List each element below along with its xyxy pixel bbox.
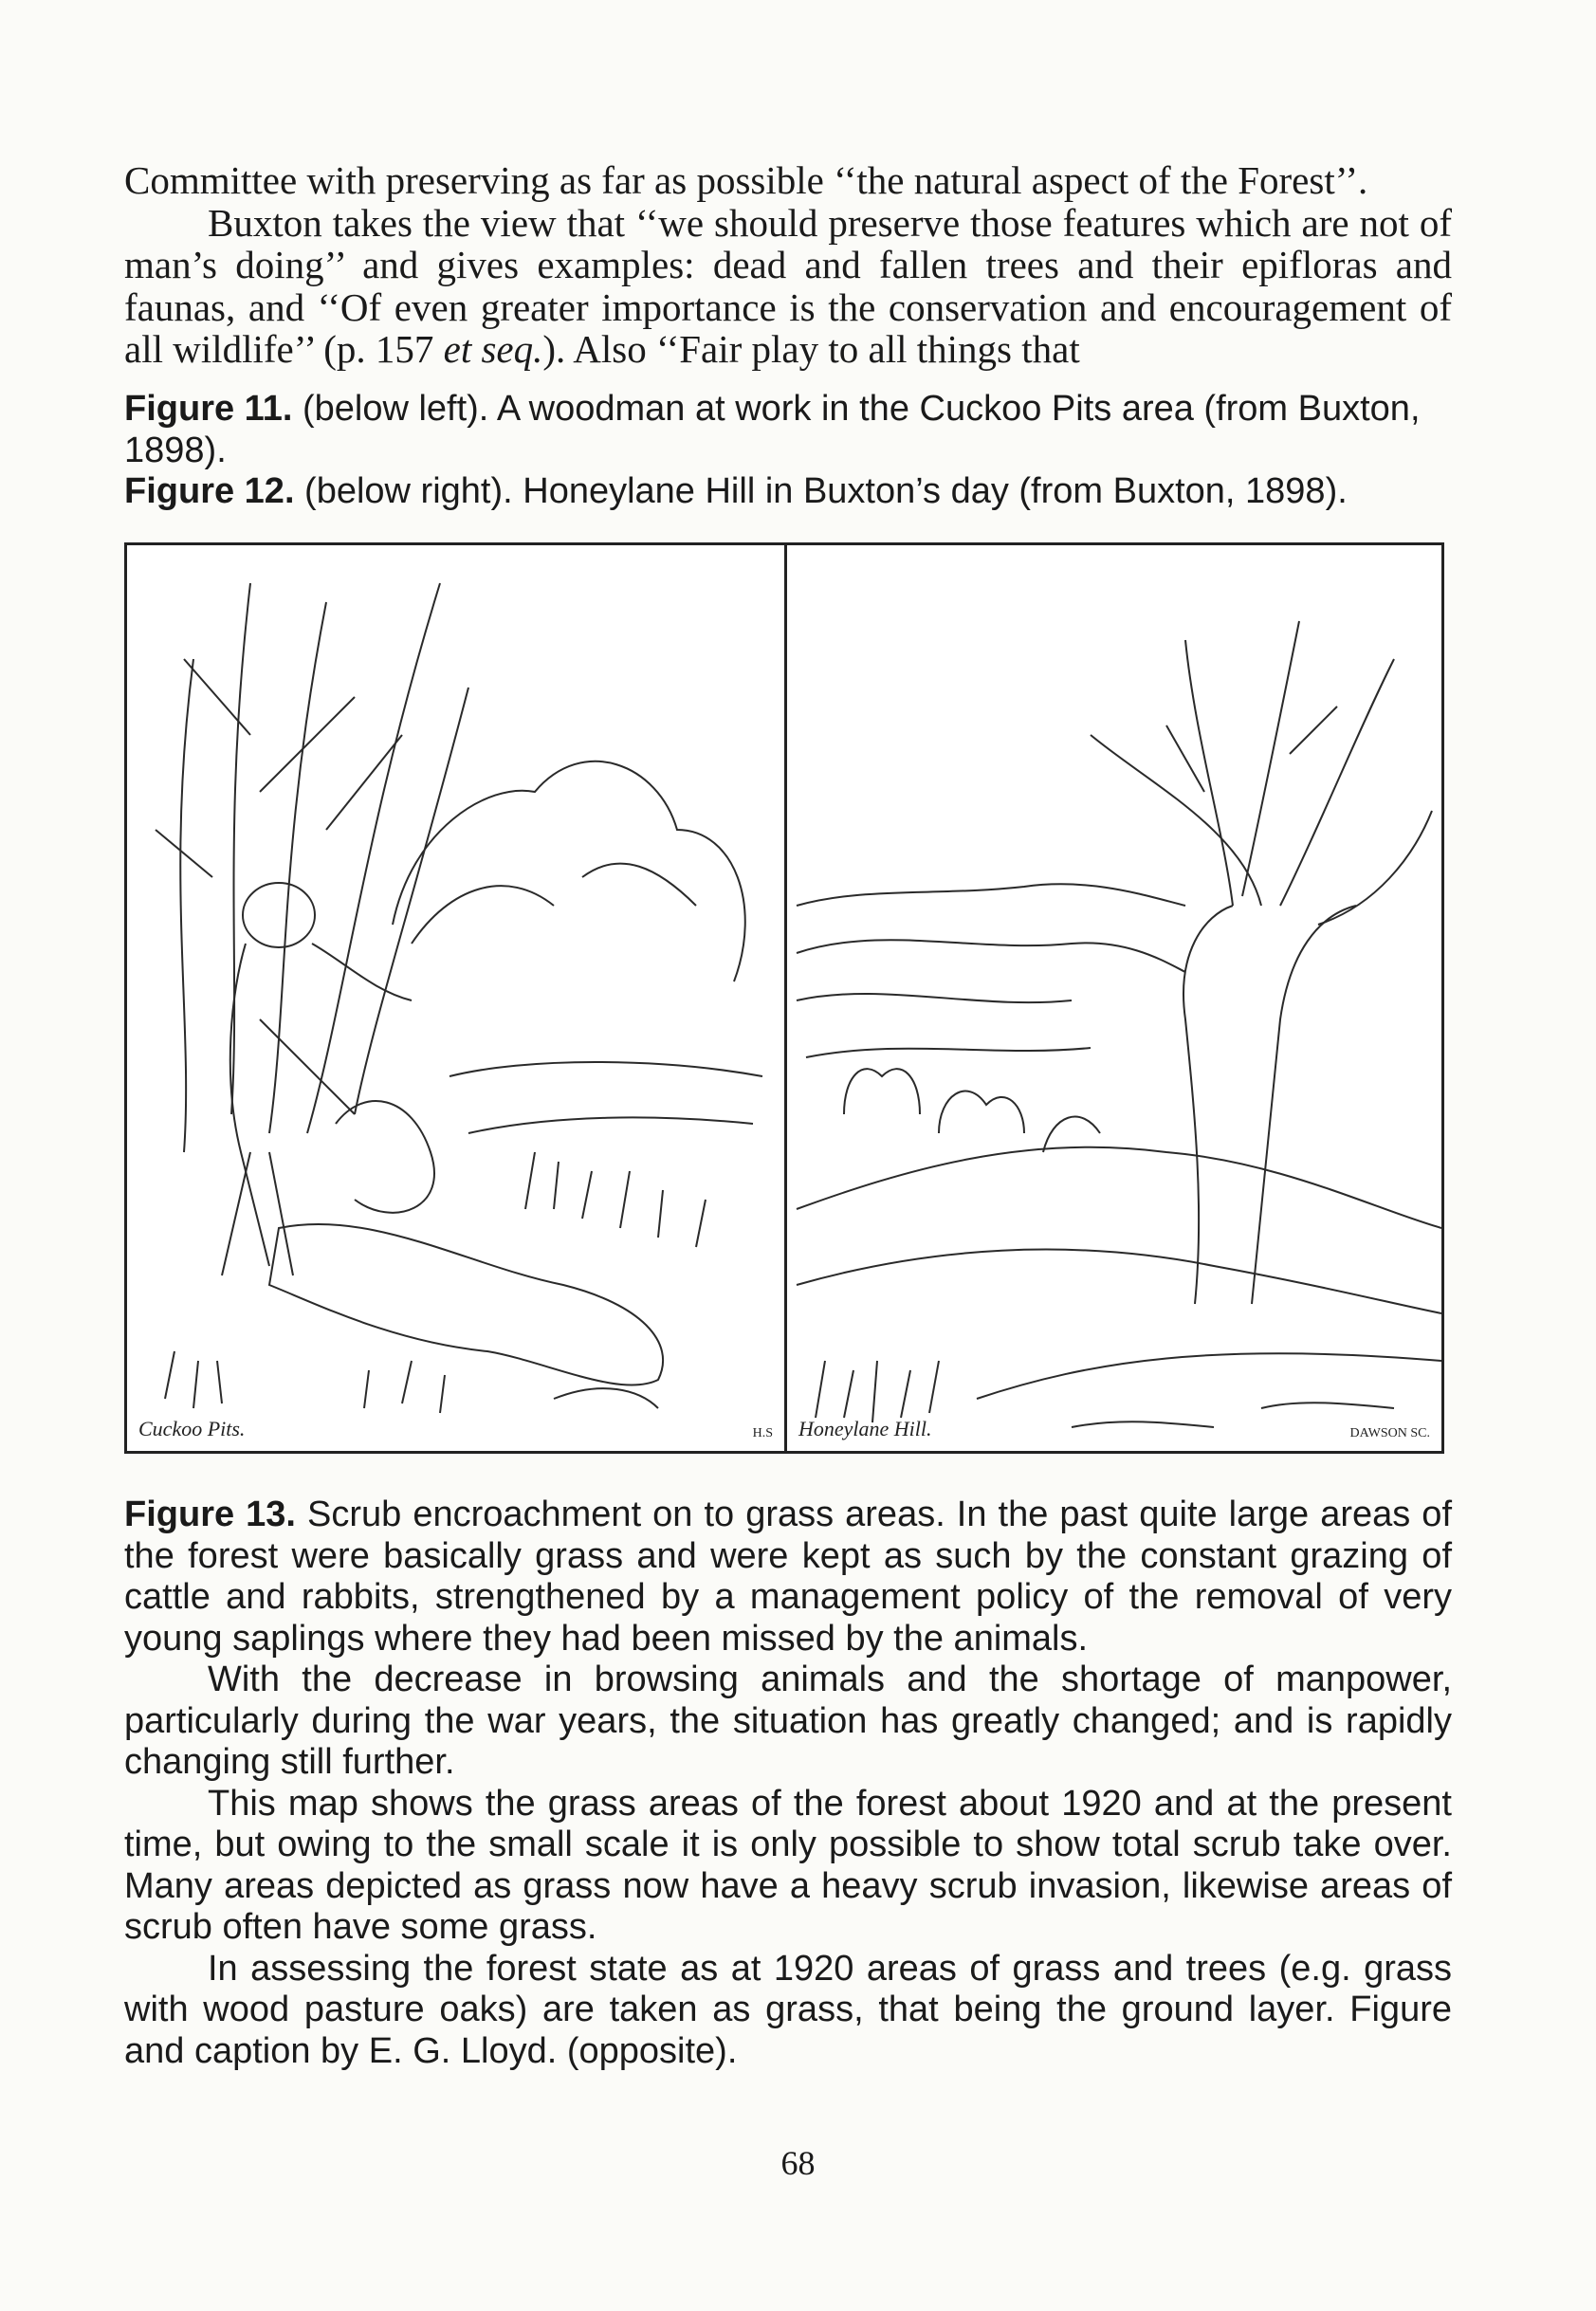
landscape-sketch-icon <box>787 545 1441 1451</box>
left-plate-mark: H.S <box>752 1426 773 1440</box>
figure-11-text: (below left). A woodman at work in the Cuckoo Pits area (from Buxton, 1898). <box>124 389 1421 470</box>
figure-captions <box>124 389 1452 513</box>
figure-13-text <box>124 1495 1452 2072</box>
intro-text <box>124 159 1452 371</box>
left-plate-title: Cuckoo Pits. <box>138 1417 246 1440</box>
figure-13-paragraph-2: With the decrease in browsing animals and the shortage of manpower, particularly during the war years, the situation has greatly changed; and is rapidly changing still further. <box>124 1660 1452 1782</box>
figure-12-label: Figure 12. <box>124 471 295 511</box>
figure-13-paragraph-4: In assessing the forest state as at 1920 areas of grass and trees (e.g. grass with wood pasture oaks) are taken as grass, that being the ground layer. Figure and caption by E. G. Lloyd. (opposite). <box>124 1948 1452 2071</box>
woodman-illustration <box>127 545 787 1451</box>
intro-paragraph <box>124 202 1452 371</box>
figure-12-caption <box>124 471 1452 513</box>
intro-paragraph-a: Buxton takes the view that ‘‘we should preserve those features which are not of man’s doing’’ and gives examples: dead and fallen trees and their epifloras and faunas, and ‘‘Of even greater importance is the conservation and encouragement of all wildlife’’ (p. 157 <box>124 200 1452 372</box>
illustration-plates <box>124 542 1444 1454</box>
figure-13-paragraph-1 <box>124 1495 1452 1660</box>
woodman-sketch-icon <box>127 545 781 1451</box>
intro-paragraph-b: ). Also ‘‘Fair play to all things that <box>542 327 1080 372</box>
honeylane-illustration <box>787 545 1441 1451</box>
right-plate-mark: DAWSON SC. <box>1349 1426 1430 1440</box>
figure-11-label: Figure 11. <box>124 389 293 429</box>
intro-paragraph-emphasis: et seq. <box>443 327 543 372</box>
figure-12-text: (below right). Honeylane Hill in Buxton’s day (from Buxton, 1898). <box>294 471 1348 511</box>
figure-13-paragraph-3: This map shows the grass areas of the forest about 1920 and at the present time, but owing to the small scale it is only possible to show total scrub take over. Many areas depicted as grass now have a heavy scrub invasion, likewise areas of scrub often have some grass. <box>124 1783 1452 1947</box>
figure-13-p1: Scrub encroachment on to grass areas. In the past quite large areas of the forest were basically grass and were kept as such by the constant grazing of cattle and rabbits, strengthened by a management policy of the removal of very young saplings where they had been missed by the animals. <box>124 1495 1452 1659</box>
intro-line: Committee with preserving as far as possible ‘‘the natural aspect of the Forest’’. <box>124 158 1368 202</box>
figure-13-label: Figure 13. <box>124 1495 296 1534</box>
right-plate-title: Honeylane Hill. <box>798 1417 932 1440</box>
figure-11-caption <box>124 389 1452 471</box>
page-number: 68 <box>780 2144 816 2182</box>
